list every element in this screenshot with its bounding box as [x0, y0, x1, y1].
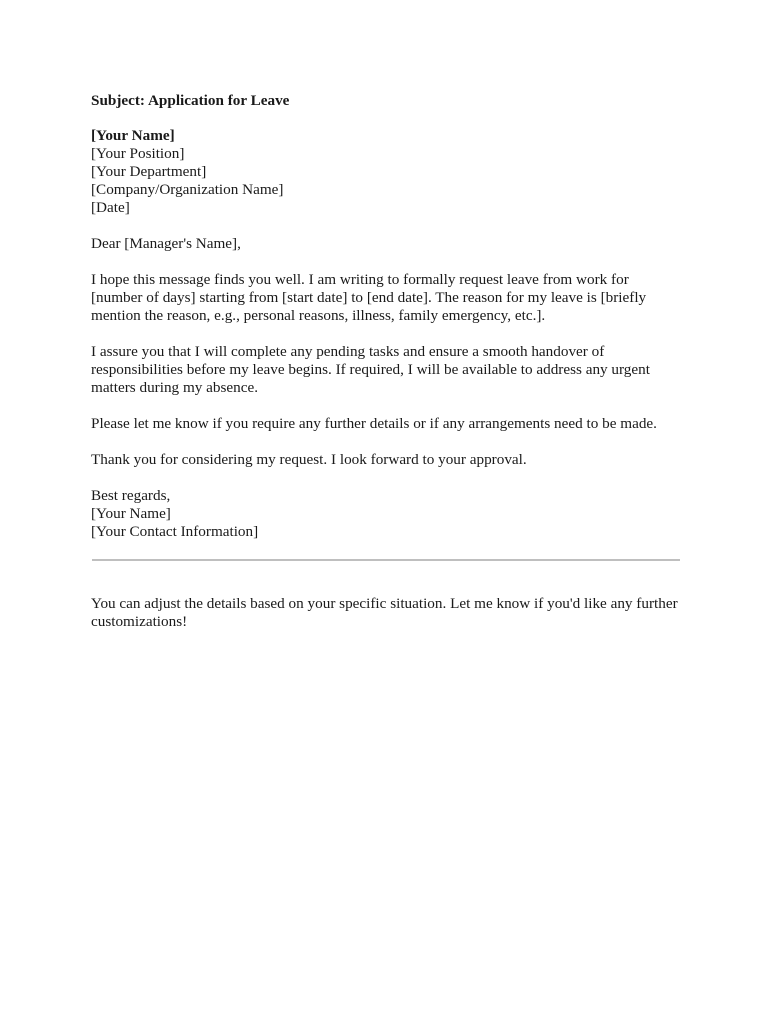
- letter-greeting: Dear [Manager's Name],: [91, 235, 241, 252]
- sender-position: [Your Position]: [91, 145, 185, 162]
- closing-name: [Your Name]: [91, 505, 171, 522]
- closing-contact: [Your Contact Information]: [91, 523, 259, 540]
- body-paragraph-assurance: I assure you that I will complete any pending tasks and ensure a smooth handover of responsibilities before my leave begins. If required, I will be available to address any urgent matters during my absence.: [91, 343, 650, 396]
- closing-sign-off: Best regards,: [91, 487, 171, 504]
- sender-name: [Your Name]: [91, 127, 175, 144]
- horizontal-divider: [92, 559, 680, 561]
- sender-department: [Your Department]: [91, 163, 207, 180]
- sender-date: [Date]: [91, 199, 130, 216]
- sender-block: [91, 127, 681, 217]
- sender-company: [Company/Organization Name]: [91, 181, 284, 198]
- body-paragraph-details: Please let me know if you require any further details or if any arrangements need to be made.: [91, 415, 657, 432]
- letter-subject: Subject: Application for Leave: [91, 92, 290, 109]
- body-paragraph-thanks: Thank you for considering my request. I look forward to your approval.: [91, 451, 527, 468]
- body-paragraph-request: I hope this message finds you well. I am writing to formally request leave from work for [number of days] starting from [start date] to [end date]. The reason for my leave is [briefly mention the reason, e.g., personal reasons, illness, family emergency, etc.].: [91, 271, 647, 324]
- closing-block: [91, 487, 681, 541]
- footnote-text: You can adjust the details based on your specific situation. Let me know if you'd like any further customizations!: [91, 595, 678, 630]
- letter-content: [91, 92, 681, 631]
